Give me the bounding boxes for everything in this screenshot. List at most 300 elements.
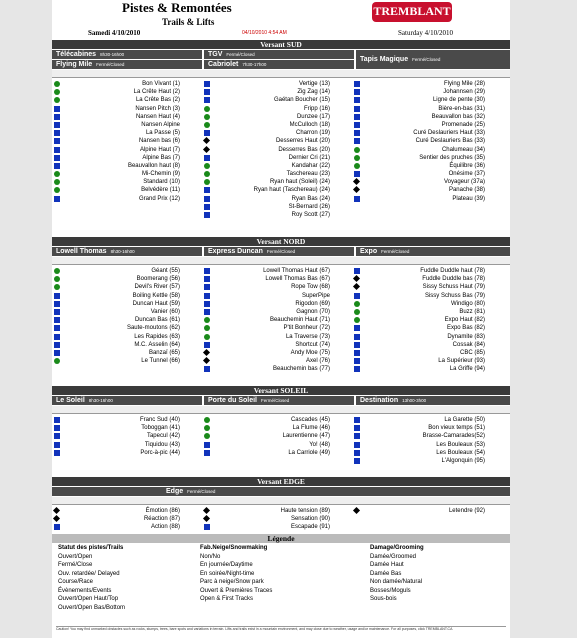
difficulty-icon bbox=[204, 284, 210, 290]
timestamp: 04/10/2010 4:54 AM bbox=[242, 30, 287, 36]
lift-destination: Destination 13h00-3h00 bbox=[356, 396, 510, 405]
trail-name: Géant (55) bbox=[151, 268, 180, 274]
trail-name: Fuddle Duddle bas (78) bbox=[422, 276, 485, 283]
trail-row bbox=[62, 341, 202, 349]
sud-col2 bbox=[212, 80, 352, 219]
trail-name: Expo Haut (82) bbox=[444, 317, 485, 324]
trail-row bbox=[212, 424, 352, 432]
trail-row bbox=[212, 324, 352, 332]
date-fr: Samedi 4/10/2010 bbox=[88, 29, 141, 37]
difficulty-icon bbox=[54, 293, 60, 299]
trail-row bbox=[62, 129, 202, 137]
legend-item: Ouvert/Open bbox=[58, 553, 93, 560]
trail-row bbox=[362, 178, 507, 186]
difficulty-icon bbox=[204, 433, 210, 439]
difficulty-icon bbox=[204, 442, 210, 448]
legend-item: Ouvert & Premières Traces bbox=[200, 587, 273, 594]
trail-name: Plateau (39) bbox=[452, 195, 485, 202]
difficulty-icon bbox=[54, 97, 60, 103]
trail-row bbox=[62, 432, 202, 440]
trail-row bbox=[212, 267, 352, 275]
trail-name: Zig Zag (14) bbox=[297, 89, 330, 96]
trail-row bbox=[362, 308, 507, 316]
difficulty-icon bbox=[204, 196, 210, 202]
trail-row bbox=[62, 267, 202, 275]
difficulty-icon bbox=[204, 81, 210, 87]
difficulty-icon bbox=[354, 122, 360, 128]
section-sud: Versant SUD bbox=[52, 40, 510, 49]
difficulty-icon bbox=[354, 155, 360, 161]
difficulty-icon bbox=[204, 204, 210, 210]
legend-item: Ouvert/Open Bas/Bottom bbox=[58, 604, 126, 611]
trail-name: Belvédère (11) bbox=[141, 187, 180, 194]
trail-name: Vanier (60) bbox=[150, 308, 180, 315]
legend-item: Évènements/Events bbox=[58, 587, 112, 594]
trail-name: Shortcut (74) bbox=[295, 341, 330, 348]
trail-row bbox=[62, 333, 202, 341]
difficulty-icon bbox=[54, 114, 60, 120]
difficulty-icon bbox=[54, 442, 60, 448]
soleil-col2 bbox=[212, 416, 352, 457]
difficulty-icon bbox=[54, 350, 60, 356]
legend-snowmaking bbox=[200, 544, 272, 604]
trail-name: Curé Deslauriers Haut (33) bbox=[413, 130, 485, 137]
difficulty-icon bbox=[204, 130, 210, 136]
trail-row bbox=[212, 432, 352, 440]
trail-name: Brasse-Camarades(52) bbox=[422, 433, 485, 440]
trail-name: Laurentienne (47) bbox=[282, 433, 330, 440]
difficulty-icon bbox=[54, 179, 60, 185]
difficulty-icon bbox=[354, 301, 360, 307]
trail-row bbox=[212, 211, 352, 219]
trail-name: Sissy Schuss Haut (79) bbox=[422, 284, 485, 291]
difficulty-icon bbox=[354, 147, 360, 153]
lift-telecabines: Télécabines 8h30-16h00 bbox=[52, 50, 202, 59]
trail-row bbox=[212, 275, 352, 283]
trail-name: St-Bernard (26) bbox=[288, 203, 330, 210]
difficulty-icon bbox=[54, 309, 60, 315]
difficulty-icon bbox=[354, 268, 360, 274]
difficulty-icon bbox=[204, 317, 210, 323]
trail-row bbox=[62, 283, 202, 291]
trail-row bbox=[62, 300, 202, 308]
trail-row bbox=[212, 195, 352, 203]
difficulty-icon bbox=[54, 284, 60, 290]
difficulty-icon bbox=[204, 301, 210, 307]
difficulty-icon bbox=[203, 349, 210, 356]
trail-row bbox=[362, 170, 507, 178]
trail-row bbox=[212, 416, 352, 424]
difficulty-icon bbox=[354, 358, 360, 364]
trail-name: Axel (76) bbox=[305, 358, 330, 365]
legend-item: Non/No bbox=[200, 553, 221, 560]
trail-row bbox=[62, 292, 202, 300]
trail-row bbox=[212, 292, 352, 300]
soleil-col1 bbox=[62, 416, 202, 457]
trail-name: Saute-moutons (62) bbox=[126, 325, 180, 332]
difficulty-icon bbox=[354, 325, 360, 331]
trail-name: Fripp (16) bbox=[303, 105, 330, 112]
difficulty-icon bbox=[204, 114, 210, 120]
difficulty-icon bbox=[54, 433, 60, 439]
trail-name: Duncan Bas (61) bbox=[134, 317, 180, 324]
difficulty-icon bbox=[354, 171, 360, 177]
trail-row bbox=[62, 178, 202, 186]
difficulty-icon bbox=[204, 276, 210, 282]
legend-title: Statut des pistes/Trails bbox=[58, 545, 124, 551]
trail-name: Tapecul (42) bbox=[146, 433, 180, 440]
difficulty-icon bbox=[354, 97, 360, 103]
trail-name: Les Bouleaux (54) bbox=[436, 449, 485, 456]
trail-name: Sensation (90) bbox=[290, 516, 330, 523]
difficulty-icon bbox=[54, 425, 60, 431]
trail-name: Lowell Thomas Haut (67) bbox=[263, 268, 330, 274]
trail-row bbox=[362, 424, 507, 432]
difficulty-icon bbox=[204, 163, 210, 169]
trail-row bbox=[212, 449, 352, 457]
legend-title: Damage/Grooming bbox=[370, 545, 424, 551]
difficulty-icon bbox=[54, 138, 60, 144]
difficulty-icon bbox=[53, 515, 60, 522]
difficulty-icon bbox=[54, 155, 60, 161]
trail-name: La Traverse (73) bbox=[285, 333, 330, 340]
trail-name: Expo Bas (82) bbox=[446, 325, 485, 332]
difficulty-icon bbox=[54, 196, 60, 202]
trail-name: Vertige (13) bbox=[298, 81, 330, 87]
difficulty-icon bbox=[54, 524, 60, 530]
trail-row bbox=[62, 316, 202, 324]
difficulty-icon bbox=[203, 507, 210, 514]
difficulty-icon bbox=[354, 309, 360, 315]
trail-row bbox=[62, 162, 202, 170]
trail-row bbox=[362, 507, 507, 515]
difficulty-icon bbox=[354, 425, 360, 431]
trail-name: Promenade (25) bbox=[441, 121, 485, 128]
trail-row bbox=[62, 96, 202, 104]
trail-row bbox=[362, 146, 507, 154]
trail-name: Voyageur (37a) bbox=[443, 179, 485, 186]
trail-row bbox=[212, 178, 352, 186]
difficulty-icon bbox=[353, 283, 360, 290]
lift-porte: Porte du Soleil Fermé/Closed bbox=[204, 396, 354, 405]
difficulty-icon bbox=[204, 179, 210, 185]
trail-row bbox=[62, 507, 202, 515]
difficulty-icon bbox=[354, 342, 360, 348]
trail-row bbox=[212, 333, 352, 341]
legend-item: Bosses/Moguls bbox=[370, 587, 411, 594]
icon-strip-edge bbox=[52, 497, 510, 505]
difficulty-icon bbox=[204, 524, 210, 530]
edge-col3 bbox=[362, 507, 507, 515]
legend-item: En journée/Daytime bbox=[200, 562, 253, 568]
trail-name: Gagnon (70) bbox=[296, 308, 330, 315]
trail-row bbox=[362, 162, 507, 170]
difficulty-icon bbox=[354, 130, 360, 136]
trail-name: Bon Vivant (1) bbox=[142, 81, 180, 87]
trail-row bbox=[362, 195, 507, 203]
lift-tgv: TGV Fermé/Closed bbox=[204, 50, 354, 59]
trail-row bbox=[62, 186, 202, 194]
trail-name: La Supérieur (93) bbox=[438, 358, 485, 365]
trail-row bbox=[62, 113, 202, 121]
sud-col3 bbox=[362, 80, 507, 203]
trail-name: Lowell Thomas Bas (67) bbox=[265, 276, 330, 283]
difficulty-icon bbox=[203, 145, 210, 152]
trail-name: Porc-à-pic (44) bbox=[140, 449, 180, 456]
difficulty-icon bbox=[204, 425, 210, 431]
difficulty-icon bbox=[203, 137, 210, 144]
date-en: Saturday 4/10/2010 bbox=[398, 29, 454, 37]
trail-name: Cascades (45) bbox=[290, 417, 330, 423]
difficulty-icon bbox=[354, 350, 360, 356]
trail-name: Alpine Haut (7) bbox=[139, 146, 180, 153]
trail-row bbox=[62, 324, 202, 332]
tremblant-logo: TREMBLANT bbox=[372, 2, 452, 22]
trail-name: Flying Mile (28) bbox=[443, 81, 485, 87]
legend-item: Course/Race bbox=[58, 579, 94, 585]
legend-item: Ouvert/Open Haut/Top bbox=[58, 596, 119, 602]
difficulty-icon bbox=[354, 196, 360, 202]
difficulty-icon bbox=[204, 97, 210, 103]
difficulty-icon bbox=[54, 106, 60, 112]
trail-row bbox=[212, 162, 352, 170]
trail-name: Fuddle Duddle haut (78) bbox=[420, 268, 485, 274]
trail-name: Desserres Bas (20) bbox=[278, 146, 330, 153]
trail-name: Johannsen (29) bbox=[443, 89, 485, 96]
difficulty-icon bbox=[204, 417, 210, 423]
trail-row bbox=[62, 308, 202, 316]
legend-item: Open & First Tracks bbox=[200, 596, 254, 602]
trail-row bbox=[362, 300, 507, 308]
difficulty-icon bbox=[204, 366, 210, 372]
difficulty-icon bbox=[54, 89, 60, 95]
difficulty-icon bbox=[354, 334, 360, 340]
trail-row bbox=[212, 80, 352, 88]
trail-row bbox=[62, 424, 202, 432]
trail-row bbox=[362, 96, 507, 104]
trail-row bbox=[212, 316, 352, 324]
trail-row bbox=[62, 154, 202, 162]
difficulty-icon bbox=[354, 163, 360, 169]
legend-item: Sous-bois bbox=[370, 596, 397, 602]
trail-name: Les Bouleaux (53) bbox=[436, 441, 485, 448]
trail-name: Franc Sud (40) bbox=[139, 417, 180, 423]
trail-name: Le Tunnel (66) bbox=[141, 358, 180, 365]
lift-tapis: Tapis Magique Fermé/Closed bbox=[356, 50, 510, 69]
difficulty-icon bbox=[54, 342, 60, 348]
trail-row bbox=[62, 146, 202, 154]
trail-name: Alpine Bas (7) bbox=[142, 154, 180, 161]
trail-row bbox=[362, 341, 507, 349]
trail-name: Curé Deslauriers Bas (33) bbox=[415, 138, 485, 145]
difficulty-icon bbox=[204, 106, 210, 112]
difficulty-icon bbox=[54, 163, 60, 169]
difficulty-icon bbox=[354, 458, 360, 464]
section-legend: Légende bbox=[52, 534, 510, 543]
trail-name: Letendre (92) bbox=[448, 508, 485, 514]
difficulty-icon bbox=[354, 81, 360, 87]
difficulty-icon bbox=[354, 442, 360, 448]
trail-name: Desserres Haut (20) bbox=[275, 138, 330, 145]
legend-item: Damée Haut bbox=[370, 562, 404, 568]
trail-row bbox=[362, 283, 507, 291]
footer-disclaimer: Caution! You may find unmarked obstacles such as rocks, stumps, trees, bare spots and variations in terrain. Lifts and trails exist in a mountain environment, and may close due to weather, usage and/or maintenance. For all purposes, click TREMBLANT.CA bbox=[56, 626, 506, 631]
trail-row bbox=[62, 523, 202, 531]
trail-name: Bière-en-bas (31) bbox=[438, 105, 485, 112]
trail-name: Beauchemin bas (77) bbox=[272, 366, 330, 373]
lift-expo: Expo Fermé/Closed bbox=[356, 247, 510, 256]
right-margin bbox=[510, 0, 577, 638]
trail-row bbox=[62, 137, 202, 145]
trail-name: Beauchemin Haut (71) bbox=[269, 317, 330, 324]
difficulty-icon bbox=[54, 334, 60, 340]
trail-name: Standard (10) bbox=[143, 179, 180, 186]
soleil-col3 bbox=[362, 416, 507, 465]
legend-item: Damée/Groomed bbox=[370, 553, 417, 560]
trail-name: Rope Tow (68) bbox=[291, 284, 330, 291]
trail-name: Beauvallon bas (32) bbox=[431, 113, 485, 120]
legend-item: Parc à neige/Snow park bbox=[200, 579, 264, 585]
difficulty-icon bbox=[54, 187, 60, 193]
page-subtitle: Trails & Lifts bbox=[162, 17, 215, 27]
difficulty-icon bbox=[204, 212, 210, 218]
trail-row bbox=[212, 88, 352, 96]
trail-row bbox=[212, 283, 352, 291]
difficulty-icon bbox=[204, 171, 210, 177]
trail-row bbox=[62, 349, 202, 357]
trail-name: McCulloch (18) bbox=[289, 121, 330, 128]
trail-row bbox=[362, 457, 507, 465]
difficulty-icon bbox=[354, 433, 360, 439]
difficulty-icon bbox=[54, 171, 60, 177]
trail-row bbox=[362, 105, 507, 113]
trail-row bbox=[362, 292, 507, 300]
difficulty-icon bbox=[204, 450, 210, 456]
sud-col1 bbox=[62, 80, 202, 203]
trail-name: Beauvallon haut (8) bbox=[127, 162, 180, 169]
trail-name: Yo! (48) bbox=[309, 441, 330, 448]
trail-row bbox=[62, 105, 202, 113]
trail-row bbox=[362, 357, 507, 365]
difficulty-icon bbox=[54, 450, 60, 456]
trail-row bbox=[212, 357, 352, 365]
trail-name: Onésime (37) bbox=[448, 171, 485, 178]
trail-row bbox=[212, 146, 352, 154]
difficulty-icon bbox=[204, 155, 210, 161]
trail-name: Banzaï (65) bbox=[148, 349, 180, 356]
trail-row bbox=[62, 357, 202, 365]
trail-name: Chalumeau (34) bbox=[441, 146, 485, 153]
trail-name: Devil's River (57) bbox=[134, 284, 180, 291]
difficulty-icon bbox=[204, 342, 210, 348]
trail-name: Buzz (81) bbox=[459, 308, 485, 315]
trail-row bbox=[362, 441, 507, 449]
trail-name: Andy Moe (75) bbox=[290, 349, 330, 356]
difficulty-icon bbox=[204, 325, 210, 331]
trail-row bbox=[212, 308, 352, 316]
trail-row bbox=[212, 137, 352, 145]
difficulty-icon bbox=[54, 81, 60, 87]
trail-name: Haute tension (89) bbox=[280, 508, 330, 514]
trail-name: Ryan haut (Taschereau) (24) bbox=[253, 187, 330, 194]
difficulty-icon bbox=[203, 357, 210, 364]
trail-name: Nansen Haut (4) bbox=[135, 113, 180, 120]
trail-name: Dunzee (17) bbox=[296, 113, 330, 120]
trail-name: La Griffe (94) bbox=[449, 366, 485, 373]
difficulty-icon bbox=[354, 366, 360, 372]
trail-row bbox=[362, 186, 507, 194]
lift-duncan: Express Duncan Fermé/Closed bbox=[204, 247, 354, 256]
difficulty-icon bbox=[204, 187, 210, 193]
trail-name: Nansen Pitch (3) bbox=[135, 105, 180, 112]
trail-name: Windigo (80) bbox=[450, 300, 485, 307]
difficulty-icon bbox=[54, 301, 60, 307]
trail-row bbox=[362, 416, 507, 424]
difficulty-icon bbox=[354, 293, 360, 299]
trail-row bbox=[362, 154, 507, 162]
trail-name: Roy Scott (27) bbox=[291, 212, 330, 218]
trail-row bbox=[362, 365, 507, 373]
trail-name: Réaction (87) bbox=[143, 516, 180, 523]
trail-name: La Passe (5) bbox=[145, 130, 180, 137]
trail-row bbox=[362, 449, 507, 457]
trail-row bbox=[362, 137, 507, 145]
trail-row bbox=[212, 170, 352, 178]
difficulty-icon bbox=[353, 178, 360, 185]
trail-name: Escapade (91) bbox=[290, 524, 330, 531]
trail-name: Rigodon (69) bbox=[295, 300, 330, 307]
trail-row bbox=[212, 441, 352, 449]
difficulty-icon bbox=[54, 276, 60, 282]
trail-name: Charron (19) bbox=[295, 130, 330, 137]
trail-name: Émotion (86) bbox=[145, 508, 180, 514]
trail-name: Sentier des pruches (35) bbox=[419, 154, 485, 161]
trail-row bbox=[212, 507, 352, 515]
trail-row bbox=[212, 121, 352, 129]
trail-name: Toboggan (41) bbox=[141, 425, 180, 432]
difficulty-icon bbox=[354, 317, 360, 323]
trail-row bbox=[62, 275, 202, 283]
trail-row bbox=[62, 195, 202, 203]
trail-name: Ryan Bas (24) bbox=[291, 195, 330, 202]
difficulty-icon bbox=[204, 334, 210, 340]
trail-name: SuperPipe bbox=[301, 292, 330, 299]
trail-row bbox=[62, 416, 202, 424]
difficulty-icon bbox=[353, 186, 360, 193]
section-nord: Versant NORD bbox=[52, 237, 510, 246]
lift-soleil: Le Soleil 8h30-16h00 bbox=[52, 396, 202, 405]
trail-name: Dernier Cri (21) bbox=[288, 154, 330, 161]
trail-row bbox=[62, 449, 202, 457]
trail-row bbox=[212, 523, 352, 531]
lift-edge: Edge Fermé/Closed bbox=[52, 487, 510, 496]
trail-name: M.C. Asselin (64) bbox=[134, 341, 180, 348]
trail-row bbox=[362, 80, 507, 88]
difficulty-icon bbox=[204, 268, 210, 274]
difficulty-icon bbox=[353, 275, 360, 282]
legend-item: En soirée/Night-time bbox=[200, 570, 255, 577]
trail-name: Action (88) bbox=[150, 524, 180, 531]
icon-strip-soleil bbox=[52, 406, 510, 414]
edge-col1 bbox=[62, 507, 202, 532]
trail-row bbox=[362, 316, 507, 324]
trail-name: Grand Prix (12) bbox=[138, 195, 180, 202]
trail-name: Sissy Schuss Bas (79) bbox=[424, 292, 485, 299]
left-margin bbox=[0, 0, 52, 638]
trail-name: Taschereau (23) bbox=[286, 171, 330, 178]
nord-col1 bbox=[62, 267, 202, 365]
lift-flying-mile: Flying Mile Fermé/Closed bbox=[52, 60, 202, 69]
